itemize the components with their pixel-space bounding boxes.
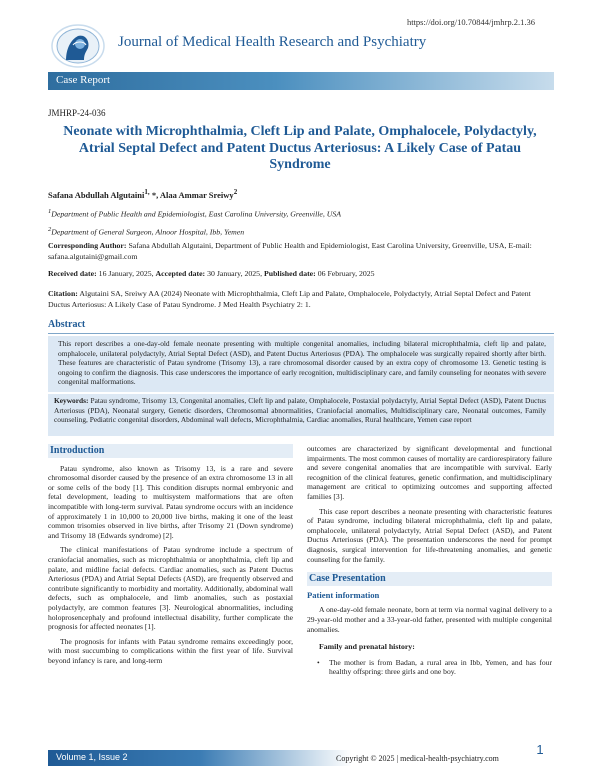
bullet-icon: • <box>317 657 320 667</box>
author-sup-1: 1, <box>144 188 150 196</box>
left-column <box>48 444 293 665</box>
accepted-label: Accepted date: <box>155 269 206 278</box>
corresponding-author <box>48 241 554 262</box>
citation <box>48 289 554 310</box>
citation-text: Algutaini SA, Sreiwy AA (2024) Neonate with Microphthalmia, Cleft Lip and Palate, Omphalocele, Polydactyly, Atrial Septal Defect and Patent Ductus Arteriosus: A Likely Case of Patau Syndrome. J Med Health Psychiatry 2: 1. <box>48 289 531 309</box>
published-date: 06 February, 2025 <box>315 269 375 278</box>
citation-label: Citation: <box>48 289 78 298</box>
author-name-1: Safana Abdullah Algutaini <box>48 189 145 200</box>
list-item-text: The mother is from Badan, a rural area in Ibb, Yemen, and has four healthy offspring: three girls and one boy. <box>329 657 552 677</box>
abstract-text: This report describes a one-day-old female neonate presenting with multiple congenital anomalies, including bilateral microphthalmia, cleft lip and palate, omphalocele, unilateral polydactyly, Atrial Septal Defect (ASD), and Patent Ductus Arteriosus (PDA). The omphalocele was surgically repaired shortly after birth. These features are characteristic of Patau syndrome (Trisomy 13), a rare chromosomal disorder caused by an extra copy of chromosome 13. Genetic testing is ongoing to confirm the diagnosis. This case underscores the importance of early recognition, multidisciplinary care, and family counseling for neonates with severe congenital malformations. <box>48 336 554 392</box>
corresponding-author-text: Safana Abdullah Algutaini, Department of Public Health and Epidemiologist, East Carolina University, Greenville, USA, E-mail: safana.algutaini@gmail.com <box>48 241 532 261</box>
accepted-date: 30 January, 2025, <box>205 269 264 278</box>
list-item <box>307 658 552 677</box>
case-presentation-heading: Case Presentation <box>307 572 552 586</box>
journal-title: Journal of Medical Health Research and Psychiatry <box>118 34 427 50</box>
intro-paragraph-2: The clinical manifestations of Patau syndrome include a spectrum of craniofacial anomalies, such as microphthalmia or anophthalmia, cleft lip and palate, and midline facial defects. Cardiac anomalies, such as Patent Ductus Arteriosus (PDA) and Atrial Septal Defects (ASD), are frequently observed and contribute significantly to morbidity and mortality. Additionally, abdominal wall defects, such as omphalocele, and limb anomalies, such as postaxial polydactyly, are common features [3]. Neurological abnormalities, including holoprosencephaly and profound intellectual disability, further complicate the prognosis for affected neonates [1]. <box>48 545 293 632</box>
author-sup-2: 2 <box>233 188 238 196</box>
affiliation-1 <box>48 208 341 219</box>
footer-copyright: Copyright © 2025 | medical-health-psychiatry.com <box>336 754 499 763</box>
affiliation-1-text: Department of Public Health and Epidemiologist, East Carolina University, Greenville, USA <box>51 209 342 219</box>
abstract-heading: Abstract <box>48 319 86 330</box>
affiliation-2-text: Department of General Surgeon, Alnoor Hospital, Ibb, Yemen <box>51 227 245 237</box>
intro-paragraph-5: This case report describes a neonate presenting with characteristic features of Patau syndrome, including bilateral microphthalmia, cleft lip and palate, omphalocele, unilateral polydactyly, Atrial Septal Defect (ASD), and Patent Ductus Arteriosus (PDA). The presentation underscores the need for prompt diagnosis, surgical intervention for life-threatening anomalies, and genetic counseling for the family. <box>307 506 552 564</box>
article-title: Neonate with Microphthalmia, Cleft Lip and Palate, Omphalocele, Polydactyly, Atrial Septal Defect and Patent Ductus Arteriosus: A Likely Case of Patau Syndrome <box>63 124 537 172</box>
published-label: Published date: <box>263 269 316 278</box>
received-label: Received date: <box>48 269 97 278</box>
article-type-label: Case Report <box>56 74 111 86</box>
corresponding-author-label: Corresponding Author: <box>48 241 127 250</box>
right-column <box>307 444 552 677</box>
abstract-divider <box>48 333 554 334</box>
author-name-2: *, Alaa Ammar Sreiwy <box>149 189 234 200</box>
author-list <box>48 188 237 200</box>
affiliation-2-sup: 2 <box>48 226 52 233</box>
intro-paragraph-1: Patau syndrome, also known as Trisomy 13, is a rare and severe chromosomal disorder caused by the presence of an extra chromosome 13 in all or some cells of the body [1]. This condition disrupts normal embryonic and fetal development, leading to multisystem malformations that are often incompatible with long-term survival. Patau syndrome occurs with an incidence of approximately 1 in 10,000 to 20,000 live births, making it one of the least common trisomies observed in live births, after Trisomy 21 (Down syndrome) and Trisomy 18 (Edwards syndrome) [2]. <box>48 463 293 540</box>
intro-paragraph-4: outcomes are characterized by significant developmental and functional impairments. The most common causes of mortality are cardiorespiratory failure and severe congenital anomalies that are incompatible with survival. Early recognition of the clinical features, genetic confirmation, and multidisciplinary management are critical to optimizing outcomes and supporting affected families [3]. <box>307 444 552 501</box>
introduction-heading: Introduction <box>48 444 293 458</box>
affiliation-2 <box>48 226 244 237</box>
keywords-label: Keywords: <box>54 396 89 405</box>
journal-logo-icon <box>50 22 106 70</box>
article-type-banner <box>48 72 554 90</box>
page-number: 1 <box>533 742 547 764</box>
intro-paragraph-3: The prognosis for infants with Patau syndrome remains exceedingly poor, with most succumbing to complications within the first year of life. Survival beyond infancy is rare, and long-term <box>48 636 293 665</box>
received-date: 16 January, 2025, <box>96 269 156 278</box>
affiliation-1-sup: 1 <box>48 208 52 215</box>
footer-volume: Volume 1, Issue 2 <box>56 752 128 762</box>
publication-dates <box>48 269 554 278</box>
patient-information-heading: Patient information <box>307 589 380 600</box>
doi-link[interactable]: https://doi.org/10.70844/jmhrp.2.1.36 <box>406 17 535 27</box>
patient-paragraph: A one-day-old female neonate, born at term via normal vaginal delivery to a 29-year-old mother and a 33-year-old father, presented with multiple congenital anomalies. <box>307 605 552 634</box>
keywords-text: Patau syndrome, Trisomy 13, Congenital anomalies, Cleft lip and palate, Omphalocele, Postaxial polydactyly, Atrial Septal Defect (ASD), Patent Ductus Arteriosus (PDA), Neonatal surgery, Genetic disorders, Chromosomal abnormalities, Craniofacial anomalies, Multidisciplinary care, Neonatal outcomes, Family counseling, Pediatric congenital disorders, Abdominal wall defects, Microphthalmia, Cardiac anomalies, Rural healthcare, Yemen case report <box>54 396 546 424</box>
keywords-box <box>48 394 554 436</box>
family-history-heading: Family and prenatal history: <box>319 642 415 652</box>
manuscript-code: JMHRP-24-036 <box>48 108 106 118</box>
